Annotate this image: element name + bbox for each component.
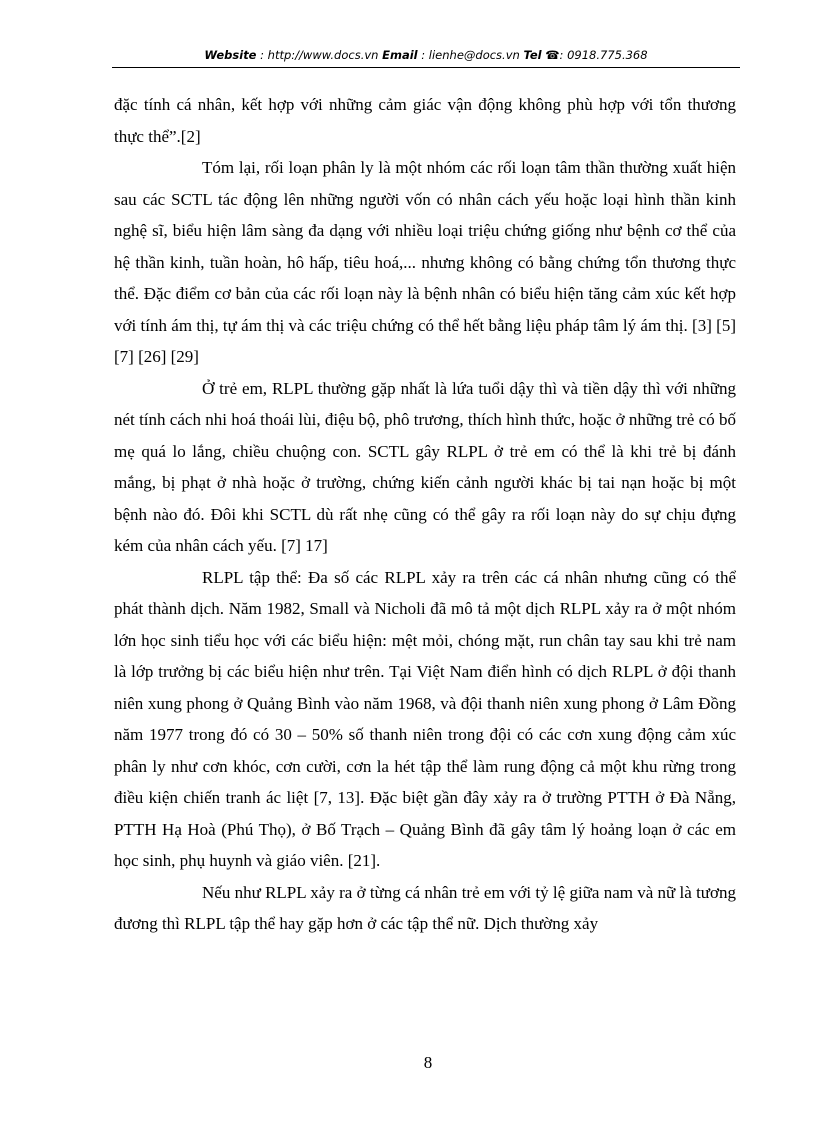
paragraph-summary: Tóm lại, rối loạn phân ly là một nhóm các rối loạn tâm thần thường xuất hiện sau các SCTL tác động lên những người vốn có nhân cách yếu hoặc loại hình thần kinh nghệ sĩ, biểu hiện lâm sàng đa dạng với nhiều loại triệu chứng giống như bệnh cơ thể của hệ thần kinh, tuần hoàn, hô hấp, tiêu hoá,... nhưng không có bằng chứng tổn thương thực thể. Đặc điểm cơ bản của các rối loạn này là bệnh nhân có biểu hiện tăng cảm xúc kết hợp với tính ám thị, tự ám thị và các triệu chứng có thể hết bằng liệu pháp tâm lý ám thị. [3] [5] [7] [26] [29] [114,158,736,366]
website-url: : http://www.docs.vn [260,48,379,62]
page-number: 8 [423,1053,433,1072]
paragraph-gender: Nếu như RLPL xảy ra ở từng cá nhân trẻ em với tỷ lệ giữa nam và nữ là tương đương thì RLPL tập thể hay gặp hơn ở các tập thể nữ. Dịch thường xảy [114,882,736,933]
tel-label: Tel [523,48,542,62]
paragraph-children: Ở trẻ em, RLPL thường gặp nhất là lứa tuổi dậy thì và tiền dậy thì với những nét tính cách nhi hoá thoái lùi, điệu bộ, phô trương, thích hình thức, hoặc ở những trẻ có bố mẹ quá lo lắng, chiều chuộng con. SCTL gây RLPL ở trẻ em có thể là khi trẻ bị đánh mắng, bị phạt ở nhà hoặc ở trường, chứng kiến cảnh người khác bị tai nạn hoặc bị một bệnh nào đó. Đôi khi SCTL dù rất nhẹ cũng có thể gây ra rối loạn này do sự chịu đựng kém của nhân cách yếu. [7] 17] [114,378,736,555]
header-rule [112,67,740,68]
tel-value: ☎: 0918.775.368 [545,48,648,62]
page-header [112,48,740,62]
paragraph-collective: RLPL tập thể: Đa số các RLPL xảy ra trên các cá nhân nhưng cũng có thể phát thành dịch. Năm 1982, Small và Nicholi đã mô tả một dịch RLPL xảy ra ở một nhóm lớn học sinh tiểu học với các biểu hiện: mệt mỏi, chóng mặt, run chân tay sau khi trẻ nam là lớp trưởng bị các biểu hiện như trên. Tại Việt Nam điển hình có dịch RLPL ở đội thanh niên xung phong ở Quảng Bình vào năm 1968, và đội thanh niên xung phong ở Lâm Đồng năm 1977 trong đó có 30 – 50% số thanh niên trong đội có các cơn xung động cảm xúc phân ly như cơn khóc, cơn cười, cơn la hét tập thể làm rung động cả một khu rừng trong điều kiện chiến tranh ác liệt [7, 13]. Đặc biệt gần đây xảy ra ở trường PTTH ở Đà Nẵng, PTTH Hạ Hoà (Phú Thọ), ở Bố Trạch – Quảng Bình đã gây tâm lý hoảng loạn ở các em học sinh, phụ huynh và giáo viên. [21]. [114,567,736,870]
website-label: Website [204,48,257,62]
email-value: : lienhe@docs.vn [421,48,520,62]
paragraph-continuation: đặc tính cá nhân, kết hợp với những cảm giác vận động không phù hợp với tổn thương thực thể”.[2] [114,95,736,146]
email-label: Email [382,48,418,62]
body-text [114,89,736,940]
